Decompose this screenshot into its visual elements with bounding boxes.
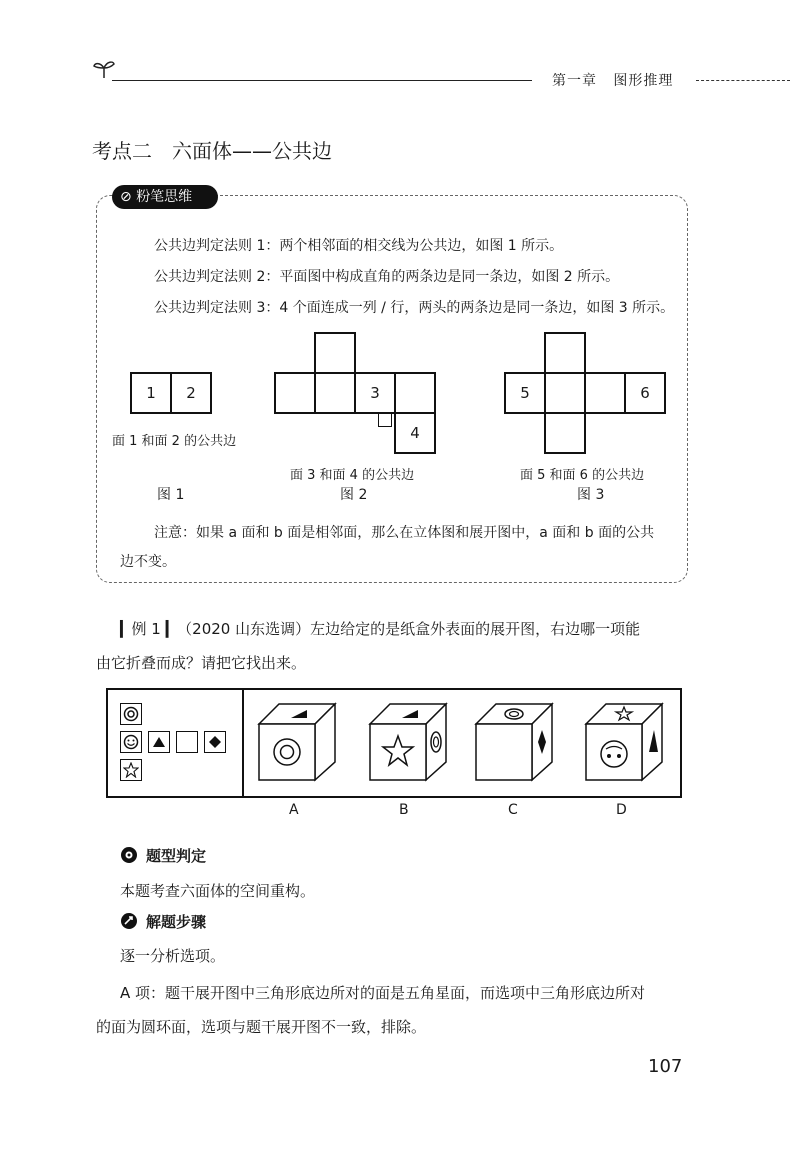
header-chapter: 第一章 图形推理 (552, 73, 674, 89)
fig1-label: 图 1 (157, 487, 185, 503)
option-b: B (399, 802, 409, 818)
fig2-face-4: 4 (394, 412, 436, 454)
fig2-face (314, 372, 356, 414)
callout-label: ⊘ 粉笔思维 (112, 185, 218, 209)
fig2-face (394, 372, 436, 414)
fig2-top-face (314, 332, 356, 374)
fig3-face (584, 372, 626, 414)
rule-1: 公共边判定法则 1：两个相邻面的相交线为公共边，如图 1 所示。 (154, 238, 564, 254)
fig3-top-face (544, 332, 586, 374)
net-triangle-face (148, 731, 170, 753)
steps-text: 逐一分析选项。 (120, 947, 226, 965)
example-divider (242, 688, 244, 798)
steps-heading: 解题步骤 (146, 913, 207, 931)
fig3-face (544, 372, 586, 414)
cube-a (255, 700, 339, 786)
header-rule (112, 80, 532, 81)
cube-d (582, 700, 666, 786)
gear-icon (120, 846, 138, 868)
net-ring-face (120, 703, 142, 725)
type-heading: 题型判定 (146, 847, 207, 865)
net-blank-face (176, 731, 198, 753)
net-smiley-face (120, 731, 142, 753)
fig2-label: 图 2 (340, 487, 368, 503)
steps-icon (120, 912, 138, 934)
fig2-face (274, 372, 316, 414)
fig3-face-5: 5 (504, 372, 546, 414)
option-a-analysis-line-1: A 项：题干展开图中三角形底边所对的面是五角星面，而选项中三角形底边所对 (120, 984, 646, 1002)
fig3-caption: 面 5 和面 6 的公共边 (520, 468, 645, 483)
fig3-face-6: 6 (624, 372, 666, 414)
cube-b (366, 700, 450, 786)
example-line-1: ▎例 1 ▎（2020 山东选调）左边给定的是纸盒外表面的展开图，右边哪一项能 (120, 620, 641, 638)
section-title: 考点二 六面体——公共边 (92, 139, 332, 163)
cube-c (472, 700, 556, 786)
net-diamond-face (204, 731, 226, 753)
triangle-icon (152, 735, 166, 749)
star-icon (123, 762, 139, 778)
fig1-face-1: 1 (130, 372, 172, 414)
net-star-face (120, 759, 142, 781)
option-a: A (289, 802, 299, 818)
fig3-label: 图 3 (577, 487, 605, 503)
fig2-face-3: 3 (354, 372, 396, 414)
smiley-icon (123, 734, 139, 750)
right-angle-mark (378, 414, 392, 427)
page-number: 107 (648, 1056, 683, 1077)
note-line-1: 注意：如果 a 面和 b 面是相邻面，那么在立体图和展开图中，a 面和 b 面的公共 (154, 525, 655, 541)
rule-2: 公共边判定法则 2：平面图中构成直角的两条边是同一条边，如图 2 所示。 (154, 269, 620, 285)
fig3-bottom-face (544, 412, 586, 454)
fig1-face-2: 2 (170, 372, 212, 414)
type-text: 本题考查六面体的空间重构。 (120, 882, 316, 900)
option-c: C (508, 802, 518, 818)
option-d: D (616, 802, 627, 818)
header-rule-right (696, 80, 790, 81)
rule-3: 公共边判定法则 3：4 个面连成一列 / 行，两头的两条边是同一条边，如图 3 所示。 (154, 300, 675, 316)
example-line-2: 由它折叠而成？请把它找出来。 (96, 654, 307, 672)
fig2-caption: 面 3 和面 4 的公共边 (290, 468, 415, 483)
note-line-2: 边不变。 (120, 554, 176, 570)
ring-icon (123, 706, 139, 722)
diamond-icon (208, 735, 222, 749)
fig1-caption: 面 1 和面 2 的公共边 (112, 434, 237, 449)
option-a-analysis-line-2: 的面为圆环面，选项与题干展开图不一致，排除。 (96, 1018, 427, 1036)
